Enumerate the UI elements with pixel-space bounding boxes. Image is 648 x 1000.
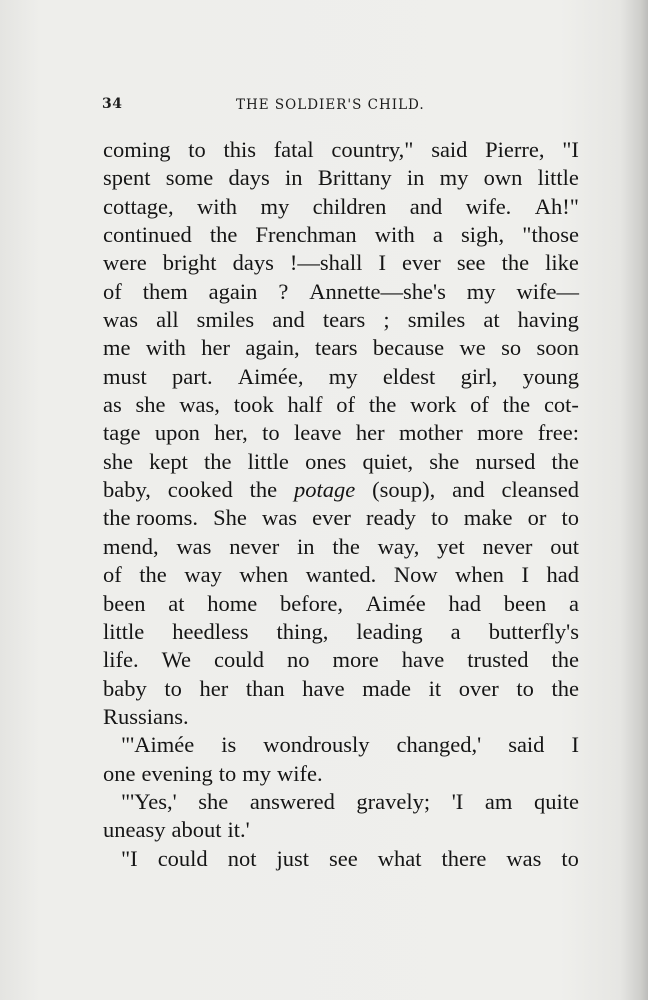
- word: butterfly's: [488, 618, 579, 644]
- text-line: [103, 363, 579, 391]
- word: when: [455, 562, 504, 588]
- text-line: [103, 221, 579, 249]
- word: country,": [331, 137, 414, 162]
- word: free:: [537, 420, 579, 446]
- text-line: [103, 816, 579, 844]
- text-line: [103, 193, 579, 221]
- word: Brittany: [317, 165, 392, 191]
- word: the: [501, 250, 530, 276]
- word: my: [328, 363, 358, 389]
- word: never: [229, 533, 280, 559]
- word: just: [276, 845, 309, 871]
- word: own: [483, 165, 523, 191]
- word: a: [450, 618, 461, 644]
- word: quite: [533, 788, 579, 814]
- word: had: [546, 562, 579, 588]
- word: been: [103, 590, 146, 616]
- word: to: [431, 505, 449, 531]
- word: before,: [279, 590, 344, 616]
- word: and: [452, 477, 485, 503]
- text-line: [103, 533, 579, 561]
- word: uneasy: [103, 817, 166, 843]
- word: wanted.: [305, 562, 377, 588]
- word: was: [506, 845, 542, 871]
- word: little: [247, 448, 289, 474]
- word: changed,': [396, 732, 482, 758]
- word: and: [272, 307, 305, 333]
- word: to: [262, 420, 280, 446]
- word: ;: [383, 307, 390, 333]
- word: this: [223, 137, 256, 162]
- word: we: [459, 335, 486, 361]
- word: the: [209, 222, 238, 248]
- word: "I: [562, 137, 579, 162]
- word: leave: [294, 420, 342, 446]
- word: tage: [103, 420, 141, 446]
- word: days: [228, 165, 270, 191]
- word: part.: [172, 363, 213, 389]
- word: cot-: [543, 392, 579, 418]
- word: is: [221, 732, 237, 758]
- word: girl,: [460, 363, 498, 389]
- word: to: [164, 675, 182, 701]
- word: quiet,: [362, 448, 414, 474]
- word: little: [537, 165, 579, 191]
- word: continued: [103, 222, 192, 248]
- word: "those: [522, 222, 579, 248]
- word: her: [199, 675, 229, 701]
- word: she: [135, 392, 166, 418]
- word: when: [239, 562, 289, 588]
- word: was,: [179, 392, 220, 418]
- word: been: [503, 590, 547, 616]
- text-line: [103, 334, 579, 362]
- word: thing,: [276, 618, 329, 644]
- word: young: [522, 363, 579, 389]
- word: with: [374, 222, 415, 248]
- word: never: [482, 533, 533, 559]
- word: said: [508, 732, 545, 758]
- running-title: THE SOLDIER'S CHILD.: [236, 97, 425, 113]
- word: the: [204, 448, 232, 474]
- word: the: [551, 647, 579, 673]
- word: her,: [214, 420, 248, 446]
- word: all: [156, 307, 179, 333]
- word: she: [103, 448, 133, 474]
- word: with: [145, 335, 186, 361]
- word: little: [103, 618, 145, 644]
- word: cooked: [167, 477, 233, 503]
- word: could: [214, 647, 265, 673]
- word: home: [207, 590, 258, 616]
- word: the: [249, 477, 278, 503]
- word: like: [545, 250, 579, 276]
- word: Aimée,: [237, 363, 304, 389]
- word: to: [218, 760, 237, 786]
- word: took: [233, 392, 274, 418]
- word: wife—: [516, 278, 579, 304]
- text-line: [103, 278, 579, 306]
- word: to: [561, 505, 579, 531]
- word: out: [550, 533, 579, 559]
- word: !—shall: [289, 250, 363, 276]
- word: am: [484, 788, 513, 814]
- word: her: [201, 335, 230, 361]
- word: it.': [227, 817, 250, 843]
- word: children: [312, 193, 387, 219]
- page-number: 34: [102, 96, 123, 112]
- word: in: [285, 165, 303, 191]
- word: some: [165, 165, 214, 191]
- word: ever: [402, 250, 441, 276]
- word: upon: [154, 420, 200, 446]
- word: again,: [245, 335, 300, 361]
- word: not: [227, 845, 257, 871]
- word: She: [213, 505, 247, 531]
- word: in: [297, 533, 315, 559]
- word: make: [463, 505, 513, 531]
- word: "'Yes,': [121, 788, 177, 814]
- text-line: [103, 646, 579, 674]
- word: Frenchman: [255, 222, 357, 248]
- word: to: [516, 675, 534, 701]
- word: 'I: [451, 788, 464, 814]
- word: leading: [356, 618, 423, 644]
- word: the: [551, 675, 579, 701]
- word: Russians.: [103, 703, 189, 729]
- word: it: [428, 675, 442, 701]
- word: kept: [149, 448, 188, 474]
- word: must: [103, 363, 147, 389]
- word: made: [362, 675, 412, 701]
- word: were: [103, 250, 147, 276]
- word: tears: [315, 335, 358, 361]
- word: them: [142, 278, 188, 304]
- word: see: [456, 250, 486, 276]
- word: my: [242, 760, 272, 786]
- word: wondrously: [263, 732, 370, 758]
- word: so: [501, 335, 522, 361]
- word: or: [527, 505, 547, 531]
- word: the: [139, 562, 167, 588]
- word: ready: [365, 505, 416, 531]
- word: there: [441, 845, 487, 871]
- word: life.: [103, 647, 139, 673]
- word: having: [517, 307, 579, 333]
- page-header: [0, 96, 648, 118]
- text-line: [103, 306, 579, 334]
- word: what: [377, 845, 422, 871]
- word: of: [336, 392, 356, 418]
- word: baby,: [103, 477, 151, 503]
- text-line: [103, 788, 579, 816]
- word: her: [355, 420, 385, 446]
- word: work: [410, 392, 457, 418]
- word: again: [208, 278, 258, 304]
- word: at: [168, 590, 185, 616]
- word: I: [378, 250, 386, 276]
- word: mother: [399, 420, 463, 446]
- word: way: [184, 562, 222, 588]
- text-line: [103, 618, 579, 646]
- word: than: [245, 675, 285, 701]
- word: wife.: [465, 193, 512, 219]
- text-line: [103, 419, 579, 447]
- word: heedless: [172, 618, 249, 644]
- text-line: [103, 561, 579, 589]
- text-line: [103, 476, 579, 504]
- word: the: [332, 533, 360, 559]
- word: my: [260, 193, 290, 219]
- word: of: [103, 562, 122, 588]
- text-line: [103, 164, 579, 192]
- word: spent: [103, 165, 151, 191]
- word: I: [571, 732, 579, 758]
- word: was: [262, 505, 297, 531]
- word: gravely;: [356, 788, 431, 814]
- word: ever: [312, 505, 351, 531]
- text-line: [103, 448, 579, 476]
- word: my: [466, 278, 496, 304]
- word: a: [568, 590, 579, 616]
- word: of: [470, 392, 489, 418]
- word: Ah!": [534, 193, 579, 219]
- word: coming: [103, 137, 171, 162]
- text-line: [103, 136, 579, 164]
- word: Pierre,: [485, 137, 545, 162]
- word: one: [103, 760, 136, 786]
- word: (soup),: [372, 477, 436, 503]
- word: more: [477, 420, 524, 446]
- italic-word: potage: [294, 477, 356, 503]
- word: yet: [437, 533, 465, 559]
- word: tears: [322, 307, 366, 333]
- word: trusted: [467, 647, 529, 673]
- text-line: [103, 391, 579, 419]
- body-text: [103, 136, 579, 873]
- word: the rooms.: [103, 505, 198, 531]
- word: and: [409, 193, 443, 219]
- word: smiles: [196, 307, 255, 333]
- word: have: [401, 647, 445, 673]
- word: was: [103, 307, 138, 333]
- text-line: [103, 845, 579, 873]
- text-line: [103, 731, 579, 759]
- word: way,: [377, 533, 420, 559]
- word: more: [332, 647, 379, 673]
- word: at: [483, 307, 500, 333]
- word: Now: [393, 562, 438, 588]
- word: see: [328, 845, 358, 871]
- text-line: [103, 675, 579, 703]
- text-line: [103, 590, 579, 618]
- word: ones: [305, 448, 347, 474]
- word: "I: [121, 845, 138, 871]
- word: soon: [536, 335, 579, 361]
- text-line: [103, 249, 579, 277]
- word: Aimée: [365, 590, 426, 616]
- text-line: [103, 703, 579, 731]
- word: baby: [103, 675, 147, 701]
- word: the: [502, 392, 531, 418]
- word: she: [429, 448, 460, 474]
- word: of: [103, 278, 122, 304]
- word: half: [287, 392, 323, 418]
- word: mend,: [103, 533, 159, 559]
- word: me: [103, 335, 131, 361]
- word: was: [176, 533, 212, 559]
- word: days: [232, 250, 274, 276]
- word: eldest: [382, 363, 436, 389]
- word: in: [406, 165, 425, 191]
- text-line: [103, 504, 579, 532]
- word: Annette—she's: [309, 278, 446, 304]
- word: evening: [141, 760, 213, 786]
- word: fatal: [273, 137, 314, 162]
- word: to: [188, 137, 206, 162]
- word: over: [458, 675, 499, 701]
- word: bright: [162, 250, 217, 276]
- word: have: [302, 675, 345, 701]
- word: because: [372, 335, 445, 361]
- word: a: [432, 222, 443, 248]
- word: answered: [249, 788, 335, 814]
- word: could: [157, 845, 208, 871]
- word: to: [561, 845, 579, 871]
- word: We: [161, 647, 192, 673]
- word: with: [197, 193, 238, 219]
- word: as: [103, 392, 122, 418]
- word: the: [551, 448, 579, 474]
- word: she: [198, 788, 229, 814]
- word: had: [448, 590, 481, 616]
- word: about: [171, 817, 222, 843]
- text-line: [103, 760, 579, 788]
- word: wife.: [277, 760, 323, 786]
- word: cleansed: [501, 477, 579, 503]
- word: "'Aimée: [121, 732, 195, 758]
- word: no: [287, 647, 310, 673]
- word: cottage,: [103, 193, 174, 219]
- word: said: [431, 137, 468, 162]
- word: sigh,: [461, 222, 505, 248]
- word: smiles: [407, 307, 466, 333]
- word: my: [439, 165, 469, 191]
- word: the: [368, 392, 397, 418]
- word: nursed: [475, 448, 536, 474]
- word: ?: [278, 278, 289, 304]
- word: I: [521, 562, 529, 588]
